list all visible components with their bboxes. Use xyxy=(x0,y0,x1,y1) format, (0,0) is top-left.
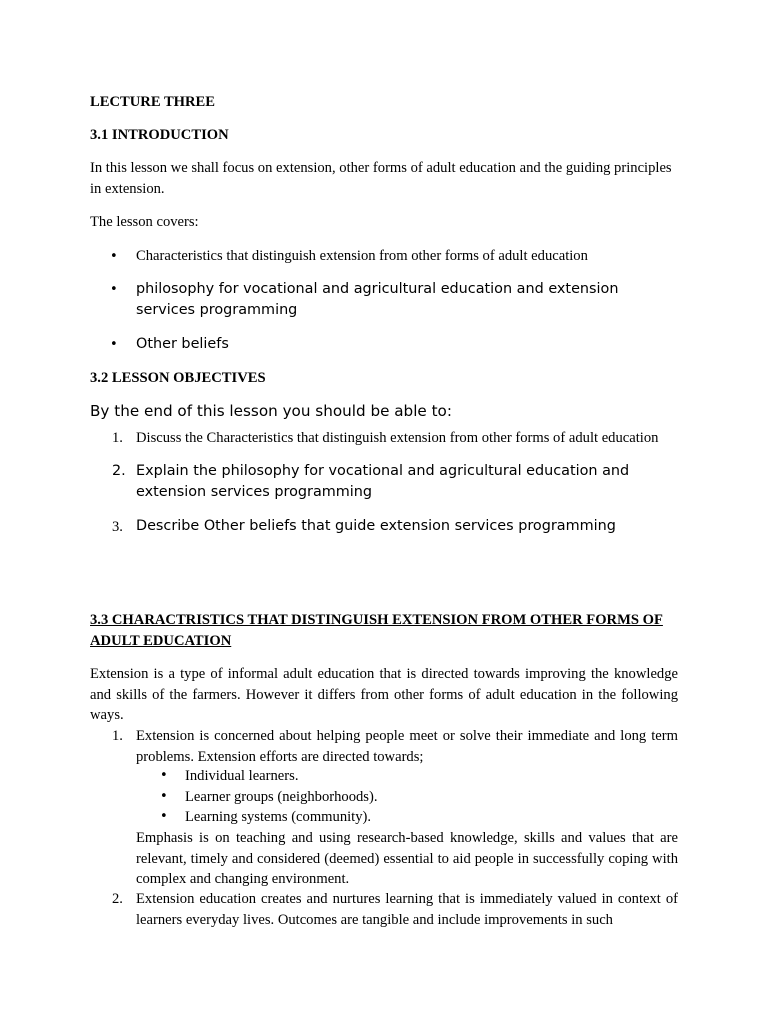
bullet-icon: • xyxy=(160,768,168,783)
objectives-heading: 3.2 LESSON OBJECTIVES xyxy=(90,370,266,386)
characteristics-heading: 3.3 CHARACTRISTICS THAT DISTINGUISH EXTENSION FROM OTHER FORMS OF ADULT EDUCATION xyxy=(90,612,663,649)
sub-bullet-text: Learning systems (community). xyxy=(185,809,372,825)
item-text: Explain the philosophy for vocational and agricultural education and extension services programming xyxy=(136,463,630,500)
item-text: Extension education creates and nurtures learning that is immediately valued in context of learners everyday lives. Outcomes are tangible and include improvements in such xyxy=(136,891,678,928)
item-number: 3. xyxy=(112,519,123,535)
covers-label: The lesson covers: xyxy=(90,214,199,230)
sub-bullet-text: Learner groups (neighborhoods). xyxy=(185,789,378,805)
bullet-icon: • xyxy=(160,789,168,804)
bullet-text: Other beliefs xyxy=(136,336,229,352)
emphasis-text: Emphasis is on teaching and using research-based knowledge, skills and values that are relevant, timely and considered (deemed) essential to aid people in successfully coping with complex and changing environment. xyxy=(136,830,678,887)
lecture-title: LECTURE THREE xyxy=(90,94,216,110)
item-text: Describe Other beliefs that guide extension services programming xyxy=(136,518,616,534)
bullet-icon: • xyxy=(160,809,168,824)
bullet-icon: • xyxy=(110,249,118,264)
characteristics-paragraph: Extension is a type of informal adult education that is directed towards improving the knowledge and skills of the farmers. However it differs from other forms of adult education in the following ways. xyxy=(90,666,678,723)
bullet-text: Characteristics that distinguish extension from other forms of adult education xyxy=(136,248,588,264)
item-number: 2. xyxy=(112,463,126,479)
bullet-text: philosophy for vocational and agricultural education and extension services programming xyxy=(136,281,619,318)
item-number: 2. xyxy=(112,891,123,907)
item-number: 1. xyxy=(112,430,123,446)
item-text: Extension is concerned about helping people meet or solve their immediate and long term problems. Extension efforts are directed towards; xyxy=(136,728,678,765)
item-number: 1. xyxy=(112,728,123,744)
intro-heading: 3.1 INTRODUCTION xyxy=(90,127,229,143)
objectives-lead: By the end of this lesson you should be able to: xyxy=(90,402,452,420)
bullet-icon: • xyxy=(110,337,118,352)
intro-paragraph: In this lesson we shall focus on extension, other forms of adult education and the guiding principles in extension. xyxy=(90,160,672,197)
item-text: Discuss the Characteristics that distinguish extension from other forms of adult education xyxy=(136,430,659,446)
sub-bullet-text: Individual learners. xyxy=(185,768,299,784)
bullet-icon: • xyxy=(110,282,118,297)
